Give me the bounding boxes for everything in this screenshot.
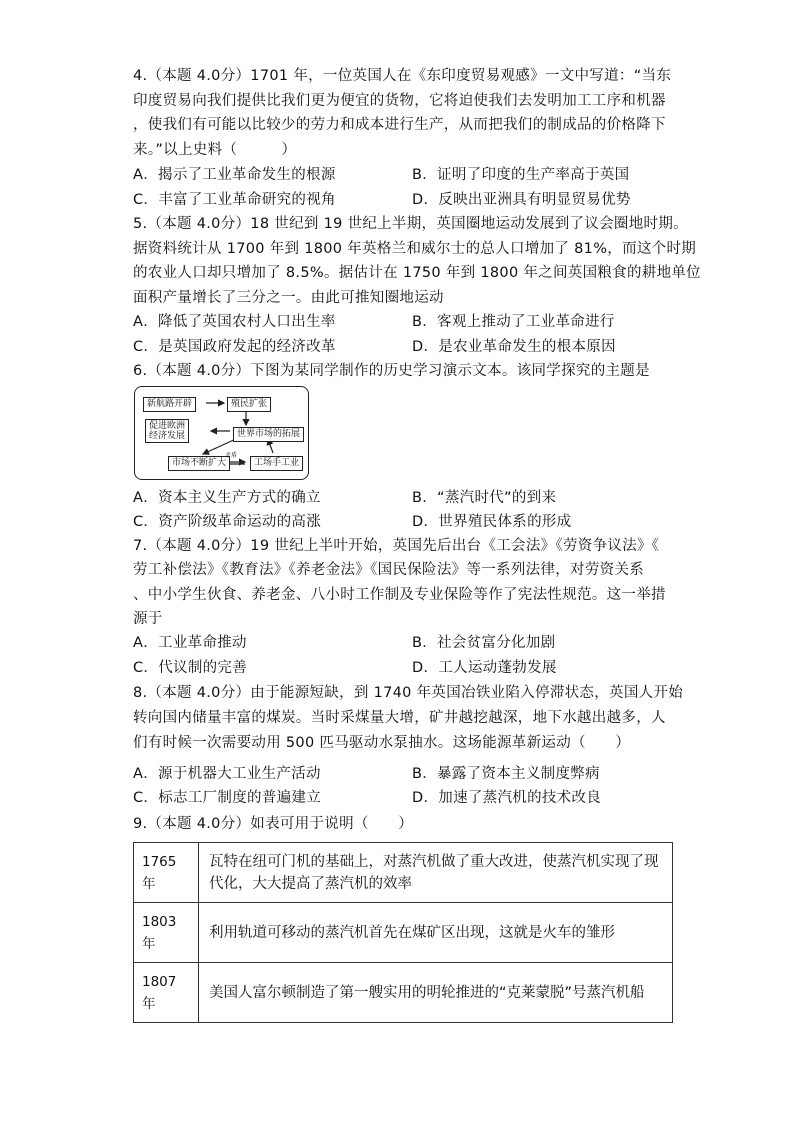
q5-line-4: 面积产量增长了三分之一。由此可推知圈地运动 bbox=[133, 290, 444, 306]
q5-option-c: C．是英国政府发起的经济改革 bbox=[133, 339, 336, 355]
q4-option-c: C．丰富了工业革命研究的视角 bbox=[133, 192, 336, 208]
diagram-world-market: 世界市场的拓展 bbox=[233, 427, 304, 442]
table-year-cell bbox=[134, 843, 199, 903]
q7-line-2: 劳工补偿法》《教育法》《养老金法》《国民保险法》等一系列法律，对劳资关系 bbox=[133, 562, 645, 578]
q4-option-d: D．反映出亚洲具有明显贸易优势 bbox=[412, 192, 631, 208]
concept-diagram bbox=[134, 386, 309, 480]
table-year-unit: 年 bbox=[142, 995, 156, 1012]
q7-option-b: B．社会贫富分化加剧 bbox=[412, 635, 556, 651]
q4-option-b: B．证明了印度的生产率高于英国 bbox=[412, 167, 630, 183]
diagram-europe-line-2: 经济发展 bbox=[149, 431, 186, 441]
q5-option-a: A．降低了英国农村人口出生率 bbox=[133, 314, 336, 330]
table-event-line-2: 代化，大大提高了蒸汽机的效率 bbox=[209, 875, 412, 892]
diagram-contradiction-label: 矛盾 bbox=[225, 452, 238, 459]
q9-line-1: 9.（本题 4.0分）如表可用于说明（ ） bbox=[133, 816, 414, 832]
q5-option-d: D．是农业革命发生的根本原因 bbox=[412, 339, 616, 355]
table-row bbox=[134, 843, 673, 903]
q8-line-2: 转向国内储量丰富的煤炭。当时采煤量大增，矿井越挖越深，地下水越出越多，人 bbox=[133, 710, 666, 726]
diagram-manufacture: 工场手工业 bbox=[250, 456, 303, 471]
diagram-europe-line-1: 促进欧洲 bbox=[149, 421, 186, 431]
q6-option-d: D．世界殖民体系的形成 bbox=[412, 514, 572, 530]
table-year-cell bbox=[134, 903, 199, 963]
q5-line-3: 的农业人口却只增加了 8.5%。据估计在 1750 年到 1800 年之间英国粮食的耕地单位 bbox=[133, 265, 701, 281]
q8-option-b: B．暴露了资本主义制度弊病 bbox=[412, 766, 600, 782]
q4-line-4: 来。”以上史料（ ） bbox=[133, 142, 297, 158]
table-year-unit: 年 bbox=[142, 935, 156, 952]
q6-option-b: B．“蒸汽时代”的到来 bbox=[412, 490, 557, 506]
q7-option-d: D．工人运动蓬勃发展 bbox=[412, 660, 557, 676]
q7-option-a: A．工业革命推动 bbox=[133, 635, 247, 651]
table-year: 1807 bbox=[142, 973, 177, 990]
q4-line-1: 4.（本题 4.0分）1701 年，一位英国人在《东印度贸易观感》一文中写道：“当东 bbox=[133, 68, 672, 84]
q7-option-c: C．代议制的完善 bbox=[133, 660, 248, 676]
table-year-unit: 年 bbox=[142, 875, 156, 892]
q8-option-c: C．标志工厂制度的普遍建立 bbox=[133, 790, 322, 806]
table-event-line-1: 瓦特在纽可门机的基础上，对蒸汽机做了重大改进，使蒸汽机实现了现 bbox=[209, 853, 659, 870]
table-event-line-1: 美国人富尔顿制造了第一艘实用的明轮推进的“克莱蒙脱”号蒸汽机船 bbox=[209, 984, 645, 1001]
table-row bbox=[134, 963, 673, 1023]
table-event-cell bbox=[199, 903, 673, 963]
q6-option-a: A．资本主义生产方式的确立 bbox=[133, 490, 321, 506]
table-year: 1803 bbox=[142, 913, 177, 930]
q7-line-3: 、中小学生伙食、养老金、八小时工作制及专业保险等作了宪法性规范。这一举措 bbox=[133, 587, 666, 603]
q8-line-1: 8.（本题 4.0分）由于能源短缺，到 1740 年英国冶铁业陷入停滞状态，英国人开始 bbox=[133, 685, 684, 701]
table-year-cell bbox=[134, 963, 199, 1023]
q6-option-c: C．资产阶级革命运动的高涨 bbox=[133, 514, 322, 530]
q8-option-a: A．源于机器大工业生产活动 bbox=[133, 766, 321, 782]
q5-line-2: 据资料统计从 1700 年到 1800 年英格兰和威尔士的总人口增加了 81%，而这个时期 bbox=[133, 241, 697, 257]
q5-option-b: B．客观上推动了工业革命进行 bbox=[412, 314, 615, 330]
q7-line-1: 7.（本题 4.0分）19 世纪上半叶开始，英国先后出台《工会法》《劳资争议法》《 bbox=[133, 538, 660, 554]
q5-line-1: 5.（本题 4.0分）18 世纪到 19 世纪上半期，英国圈地运动发展到了议会圈地时期。 bbox=[133, 216, 688, 232]
diagram-europe-development bbox=[145, 419, 189, 443]
table-event-cell bbox=[199, 843, 673, 903]
table-event-cell bbox=[199, 963, 673, 1023]
q7-line-4: 源于 bbox=[133, 611, 163, 627]
q4-option-a: A．揭示了工业革命发生的根源 bbox=[133, 167, 336, 183]
q6-line-1: 6.（本题 4.0分）下图为某同学制作的历史学习演示文本。该同学探究的主题是 bbox=[133, 363, 650, 379]
table-event-line-1: 利用轨道可移动的蒸汽机首先在煤矿区出现，这就是火车的雏形 bbox=[209, 924, 615, 941]
q8-option-d: D．加速了蒸汽机的技术改良 bbox=[412, 790, 602, 806]
diagram-new-route: 新航路开辟 bbox=[143, 397, 196, 412]
table-year: 1765 bbox=[142, 853, 177, 870]
q8-line-3: 们有时候一次需要动用 500 匹马驱动水泵抽水。这场能源革新运动（ ） bbox=[133, 735, 631, 751]
diagram-colonial-expansion: 殖民扩张 bbox=[227, 397, 271, 412]
q4-line-2: 印度贸易向我们提供比我们更为便宜的货物，它将迫使我们去发明加工工序和机器 bbox=[133, 93, 666, 109]
steam-history-table bbox=[133, 842, 673, 1023]
table-row bbox=[134, 903, 673, 963]
q4-line-3: ，使我们有可能以比较少的劳力和成本进行生产，从而把我们的制成品的价格降下 bbox=[133, 117, 666, 133]
diagram-market-expand: 市场不断扩大 bbox=[168, 456, 230, 471]
